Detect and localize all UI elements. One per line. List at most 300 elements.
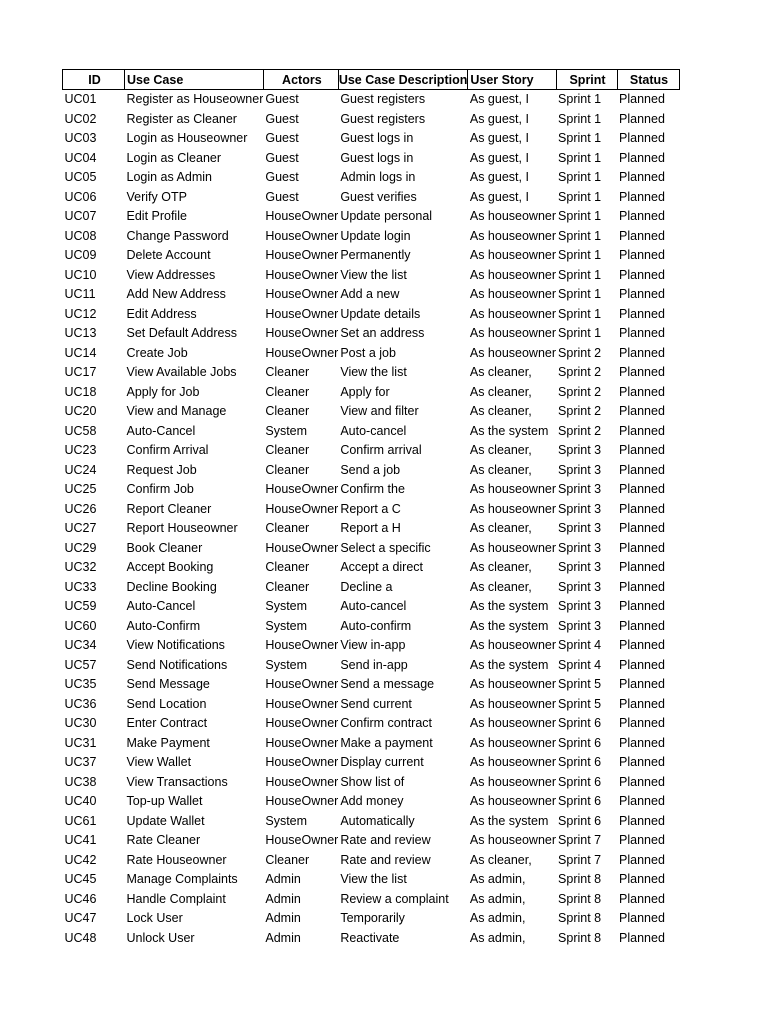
cell-id[interactable]: UC02 bbox=[64, 111, 97, 126]
cell-description[interactable]: Show list of bbox=[340, 774, 405, 789]
cell-use-case[interactable]: Auto-Cancel bbox=[126, 423, 196, 438]
cell-use-case[interactable]: Report Cleaner bbox=[126, 501, 212, 516]
cell-use-case[interactable]: Make Payment bbox=[126, 735, 210, 750]
cell-status[interactable]: Planned bbox=[619, 482, 665, 496]
cell-user-story[interactable]: As cleaner, bbox=[469, 579, 532, 594]
cell-description[interactable]: Post a job bbox=[340, 345, 396, 360]
cell-description[interactable]: Review a complaint bbox=[340, 891, 449, 906]
header-use-case-description[interactable]: Use Case Description bbox=[338, 70, 468, 90]
cell-description[interactable]: View the list bbox=[340, 872, 407, 886]
cell-sprint[interactable]: Sprint 2 bbox=[558, 384, 602, 399]
cell-sprint[interactable]: Sprint 6 bbox=[558, 735, 602, 750]
cell-use-case[interactable]: Register as Houseowner bbox=[126, 92, 264, 106]
cell-user-story[interactable]: As houseowner bbox=[469, 833, 557, 847]
cell-status[interactable]: Planned bbox=[619, 813, 665, 828]
cell-id[interactable]: UC27 bbox=[64, 521, 97, 535]
cell-actors[interactable]: HouseOwner bbox=[265, 482, 339, 496]
cell-user-story[interactable]: As the system bbox=[469, 423, 549, 438]
cell-description[interactable]: Send current bbox=[340, 696, 412, 711]
cell-status[interactable]: Planned bbox=[619, 930, 665, 945]
cell-use-case[interactable]: Add New Address bbox=[126, 287, 226, 301]
cell-actors[interactable]: Admin bbox=[265, 872, 301, 886]
cell-sprint[interactable]: Sprint 1 bbox=[558, 306, 602, 321]
cell-id[interactable]: UC08 bbox=[64, 228, 97, 243]
cell-user-story[interactable]: As houseowner bbox=[469, 287, 557, 301]
cell-sprint[interactable]: Sprint 6 bbox=[558, 794, 602, 808]
header-use-case[interactable]: Use Case bbox=[125, 70, 264, 90]
cell-status[interactable]: Planned bbox=[619, 345, 665, 360]
cell-id[interactable]: UC14 bbox=[64, 345, 97, 360]
cell-status[interactable]: Planned bbox=[619, 209, 665, 223]
cell-description[interactable]: View in-app bbox=[340, 638, 406, 652]
cell-description[interactable]: Decline a bbox=[340, 579, 393, 594]
header-id[interactable]: ID bbox=[63, 70, 125, 90]
cell-description[interactable]: Set an address bbox=[340, 326, 425, 340]
cell-use-case[interactable]: Apply for Job bbox=[126, 384, 200, 399]
cell-use-case[interactable]: Report Houseowner bbox=[126, 521, 238, 535]
cell-sprint[interactable]: Sprint 8 bbox=[558, 872, 602, 886]
cell-use-case[interactable]: Register as Cleaner bbox=[126, 111, 237, 126]
cell-actors[interactable]: Cleaner bbox=[265, 579, 310, 594]
cell-user-story[interactable]: As the system bbox=[469, 618, 549, 633]
cell-status[interactable]: Planned bbox=[619, 852, 665, 867]
cell-user-story[interactable]: As admin, bbox=[469, 891, 526, 906]
cell-sprint[interactable]: Sprint 8 bbox=[558, 911, 602, 925]
cell-description[interactable]: Apply for bbox=[340, 384, 390, 399]
cell-status[interactable]: Planned bbox=[619, 267, 665, 282]
cell-user-story[interactable]: As houseowner bbox=[469, 267, 557, 282]
cell-actors[interactable]: HouseOwner bbox=[265, 735, 339, 750]
cell-user-story[interactable]: As houseowner bbox=[469, 774, 557, 789]
cell-sprint[interactable]: Sprint 2 bbox=[558, 365, 602, 379]
cell-user-story[interactable]: As admin, bbox=[469, 930, 526, 945]
cell-id[interactable]: UC04 bbox=[64, 150, 97, 165]
cell-description[interactable]: Confirm contract bbox=[340, 716, 433, 730]
cell-user-story[interactable]: As cleaner, bbox=[469, 521, 532, 535]
cell-use-case[interactable]: Unlock User bbox=[126, 930, 195, 945]
cell-status[interactable]: Planned bbox=[619, 755, 665, 769]
cell-id[interactable]: UC10 bbox=[64, 267, 97, 282]
cell-user-story[interactable]: As houseowner bbox=[469, 501, 557, 516]
cell-description[interactable]: Permanently bbox=[340, 248, 411, 262]
cell-status[interactable]: Planned bbox=[619, 677, 665, 691]
cell-sprint[interactable]: Sprint 3 bbox=[558, 443, 602, 457]
cell-actors[interactable]: Cleaner bbox=[265, 365, 310, 379]
cell-status[interactable]: Planned bbox=[619, 131, 665, 145]
cell-user-story[interactable]: As houseowner bbox=[469, 716, 557, 730]
cell-sprint[interactable]: Sprint 6 bbox=[558, 774, 602, 789]
cell-user-story[interactable]: As guest, I bbox=[469, 189, 529, 204]
cell-use-case[interactable]: View Addresses bbox=[126, 267, 216, 282]
cell-user-story[interactable]: As cleaner, bbox=[469, 365, 532, 379]
cell-sprint[interactable]: Sprint 1 bbox=[558, 326, 602, 340]
cell-user-story[interactable]: As houseowner bbox=[469, 735, 557, 750]
cell-use-case[interactable]: Accept Booking bbox=[126, 560, 214, 574]
cell-user-story[interactable]: As houseowner bbox=[469, 482, 557, 496]
cell-user-story[interactable]: As guest, I bbox=[469, 131, 529, 145]
cell-sprint[interactable]: Sprint 2 bbox=[558, 423, 602, 438]
cell-use-case[interactable]: Confirm Job bbox=[126, 482, 194, 496]
cell-status[interactable]: Planned bbox=[619, 189, 665, 204]
cell-actors[interactable]: Guest bbox=[265, 189, 299, 204]
cell-description[interactable]: Guest logs in bbox=[340, 150, 414, 165]
cell-sprint[interactable]: Sprint 2 bbox=[558, 404, 602, 418]
cell-status[interactable]: Planned bbox=[619, 735, 665, 750]
cell-description[interactable]: Report a H bbox=[340, 521, 401, 535]
cell-sprint[interactable]: Sprint 1 bbox=[558, 170, 602, 184]
cell-id[interactable]: UC12 bbox=[64, 306, 97, 321]
cell-description[interactable]: Auto-cancel bbox=[340, 423, 407, 438]
cell-sprint[interactable]: Sprint 1 bbox=[558, 228, 602, 243]
cell-user-story[interactable]: As admin, bbox=[469, 872, 526, 886]
cell-sprint[interactable]: Sprint 2 bbox=[558, 345, 602, 360]
cell-id[interactable]: UC47 bbox=[64, 911, 97, 925]
cell-use-case[interactable]: Verify OTP bbox=[126, 189, 187, 204]
cell-use-case[interactable]: Login as Cleaner bbox=[126, 150, 222, 165]
cell-sprint[interactable]: Sprint 1 bbox=[558, 248, 602, 262]
cell-description[interactable]: Guest registers bbox=[340, 111, 426, 126]
cell-use-case[interactable]: Login as Admin bbox=[126, 170, 212, 184]
cell-sprint[interactable]: Sprint 3 bbox=[558, 599, 602, 613]
cell-actors[interactable]: Cleaner bbox=[265, 443, 310, 457]
cell-user-story[interactable]: As houseowner bbox=[469, 677, 557, 691]
cell-actors[interactable]: Admin bbox=[265, 930, 301, 945]
cell-id[interactable]: UC06 bbox=[64, 189, 97, 204]
cell-id[interactable]: UC46 bbox=[64, 891, 97, 906]
cell-id[interactable]: UC41 bbox=[64, 833, 97, 847]
cell-id[interactable]: UC61 bbox=[64, 813, 97, 828]
cell-use-case[interactable]: Decline Booking bbox=[126, 579, 217, 594]
cell-id[interactable]: UC13 bbox=[64, 326, 97, 340]
cell-user-story[interactable]: As houseowner bbox=[469, 209, 557, 223]
cell-description[interactable]: Update details bbox=[340, 306, 421, 321]
cell-id[interactable]: UC48 bbox=[64, 930, 97, 945]
cell-sprint[interactable]: Sprint 5 bbox=[558, 696, 602, 711]
cell-description[interactable]: Auto-cancel bbox=[340, 599, 407, 613]
cell-user-story[interactable]: As houseowner bbox=[469, 306, 557, 321]
cell-actors[interactable]: HouseOwner bbox=[265, 833, 339, 847]
cell-sprint[interactable]: Sprint 3 bbox=[558, 540, 602, 555]
cell-id[interactable]: UC42 bbox=[64, 852, 97, 867]
cell-id[interactable]: UC18 bbox=[64, 384, 97, 399]
cell-id[interactable]: UC36 bbox=[64, 696, 97, 711]
cell-status[interactable]: Planned bbox=[619, 443, 665, 457]
cell-sprint[interactable]: Sprint 3 bbox=[558, 501, 602, 516]
cell-actors[interactable]: Guest bbox=[265, 131, 299, 145]
cell-user-story[interactable]: As the system bbox=[469, 599, 549, 613]
cell-user-story[interactable]: As admin, bbox=[469, 911, 526, 925]
cell-user-story[interactable]: As houseowner bbox=[469, 326, 557, 340]
cell-user-story[interactable]: As the system bbox=[469, 657, 549, 672]
cell-status[interactable]: Planned bbox=[619, 287, 665, 301]
cell-user-story[interactable]: As guest, I bbox=[469, 150, 529, 165]
cell-description[interactable]: Rate and review bbox=[340, 833, 431, 847]
cell-description[interactable]: Update login bbox=[340, 228, 411, 243]
cell-status[interactable]: Planned bbox=[619, 638, 665, 652]
cell-use-case[interactable]: Delete Account bbox=[126, 248, 211, 262]
cell-description[interactable]: Make a payment bbox=[340, 735, 433, 750]
cell-status[interactable]: Planned bbox=[619, 170, 665, 184]
cell-status[interactable]: Planned bbox=[619, 774, 665, 789]
cell-use-case[interactable]: Send Notifications bbox=[126, 657, 228, 672]
cell-sprint[interactable]: Sprint 1 bbox=[558, 150, 602, 165]
cell-id[interactable]: UC05 bbox=[64, 170, 97, 184]
cell-id[interactable]: UC11 bbox=[64, 287, 96, 301]
cell-description[interactable]: Add money bbox=[340, 794, 404, 808]
cell-actors[interactable]: HouseOwner bbox=[265, 696, 339, 711]
cell-actors[interactable]: Admin bbox=[265, 911, 301, 925]
cell-use-case[interactable]: Enter Contract bbox=[126, 716, 208, 730]
cell-status[interactable]: Planned bbox=[619, 657, 665, 672]
cell-id[interactable]: UC38 bbox=[64, 774, 97, 789]
cell-actors[interactable]: HouseOwner bbox=[265, 794, 339, 808]
cell-actors[interactable]: Guest bbox=[265, 111, 299, 126]
cell-status[interactable]: Planned bbox=[619, 872, 665, 886]
cell-sprint[interactable]: Sprint 3 bbox=[558, 618, 602, 633]
cell-description[interactable]: Confirm arrival bbox=[340, 443, 422, 457]
cell-id[interactable]: UC09 bbox=[64, 248, 97, 262]
cell-actors[interactable]: HouseOwner bbox=[265, 345, 339, 360]
cell-actors[interactable]: Cleaner bbox=[265, 462, 310, 477]
cell-actors[interactable]: HouseOwner bbox=[265, 287, 339, 301]
cell-user-story[interactable]: As houseowner bbox=[469, 248, 557, 262]
cell-sprint[interactable]: Sprint 1 bbox=[558, 92, 602, 106]
cell-use-case[interactable]: Update Wallet bbox=[126, 813, 205, 828]
cell-id[interactable]: UC34 bbox=[64, 638, 97, 652]
cell-sprint[interactable]: Sprint 3 bbox=[558, 462, 602, 477]
header-status[interactable]: Status bbox=[617, 70, 679, 90]
cell-status[interactable]: Planned bbox=[619, 306, 665, 321]
cell-use-case[interactable]: Set Default Address bbox=[126, 326, 237, 340]
cell-status[interactable]: Planned bbox=[619, 911, 665, 925]
cell-id[interactable]: UC03 bbox=[64, 131, 97, 145]
cell-actors[interactable]: HouseOwner bbox=[265, 326, 339, 340]
cell-status[interactable]: Planned bbox=[619, 111, 665, 126]
cell-id[interactable]: UC60 bbox=[64, 618, 97, 633]
cell-description[interactable]: Temporarily bbox=[340, 911, 405, 925]
cell-use-case[interactable]: Auto-Confirm bbox=[126, 618, 201, 633]
cell-id[interactable]: UC35 bbox=[64, 677, 97, 691]
cell-actors[interactable]: HouseOwner bbox=[265, 716, 339, 730]
cell-description[interactable]: Add a new bbox=[340, 287, 400, 301]
cell-actors[interactable]: HouseOwner bbox=[265, 638, 339, 652]
cell-actors[interactable]: HouseOwner bbox=[265, 209, 339, 223]
cell-use-case[interactable]: Edit Profile bbox=[126, 209, 187, 223]
cell-use-case[interactable]: Edit Address bbox=[126, 306, 197, 321]
cell-description[interactable]: Guest registers bbox=[340, 92, 426, 106]
cell-sprint[interactable]: Sprint 7 bbox=[558, 833, 602, 847]
cell-actors[interactable]: HouseOwner bbox=[265, 540, 339, 555]
header-sprint[interactable]: Sprint bbox=[556, 70, 617, 90]
cell-sprint[interactable]: Sprint 3 bbox=[558, 560, 602, 574]
cell-user-story[interactable]: As cleaner, bbox=[469, 404, 532, 418]
cell-status[interactable]: Planned bbox=[619, 579, 665, 594]
cell-sprint[interactable]: Sprint 5 bbox=[558, 677, 602, 691]
cell-use-case[interactable]: Confirm Arrival bbox=[126, 443, 209, 457]
cell-description[interactable]: Admin logs in bbox=[340, 170, 416, 184]
cell-description[interactable]: View the list bbox=[340, 365, 407, 379]
cell-id[interactable]: UC58 bbox=[64, 423, 97, 438]
cell-use-case[interactable]: Rate Cleaner bbox=[126, 833, 201, 847]
cell-description[interactable]: View and filter bbox=[340, 404, 419, 418]
cell-user-story[interactable]: As guest, I bbox=[469, 92, 529, 106]
cell-sprint[interactable]: Sprint 1 bbox=[558, 287, 602, 301]
cell-description[interactable]: Guest verifies bbox=[340, 189, 417, 204]
cell-id[interactable]: UC57 bbox=[64, 657, 97, 672]
cell-sprint[interactable]: Sprint 3 bbox=[558, 579, 602, 594]
cell-sprint[interactable]: Sprint 6 bbox=[558, 813, 602, 828]
cell-actors[interactable]: System bbox=[265, 423, 308, 438]
cell-description[interactable]: Rate and review bbox=[340, 852, 431, 867]
cell-use-case[interactable]: Top-up Wallet bbox=[126, 794, 203, 808]
cell-user-story[interactable]: As cleaner, bbox=[469, 462, 532, 477]
cell-use-case[interactable]: Login as Houseowner bbox=[126, 131, 248, 145]
cell-user-story[interactable]: As cleaner, bbox=[469, 852, 532, 867]
cell-description[interactable]: Reactivate bbox=[340, 930, 400, 945]
cell-actors[interactable]: HouseOwner bbox=[265, 248, 339, 262]
cell-use-case[interactable]: Lock User bbox=[126, 911, 183, 925]
cell-user-story[interactable]: As the system bbox=[469, 813, 549, 828]
cell-use-case[interactable]: View Wallet bbox=[126, 755, 192, 769]
cell-description[interactable]: Confirm the bbox=[340, 482, 405, 496]
cell-use-case[interactable]: Send Location bbox=[126, 696, 207, 711]
cell-status[interactable]: Planned bbox=[619, 150, 665, 165]
cell-status[interactable]: Planned bbox=[619, 891, 665, 906]
cell-status[interactable]: Planned bbox=[619, 384, 665, 399]
cell-use-case[interactable]: Manage Complaints bbox=[126, 872, 238, 886]
cell-actors[interactable]: HouseOwner bbox=[265, 228, 339, 243]
cell-id[interactable]: UC26 bbox=[64, 501, 97, 516]
cell-actors[interactable]: HouseOwner bbox=[265, 501, 339, 516]
cell-id[interactable]: UC45 bbox=[64, 872, 97, 886]
cell-use-case[interactable]: Request Job bbox=[126, 462, 197, 477]
cell-status[interactable]: Planned bbox=[619, 501, 665, 516]
cell-use-case[interactable]: Book Cleaner bbox=[126, 540, 203, 555]
cell-sprint[interactable]: Sprint 1 bbox=[558, 111, 602, 126]
cell-status[interactable]: Planned bbox=[619, 716, 665, 730]
cell-status[interactable]: Planned bbox=[619, 404, 665, 418]
cell-description[interactable]: View the list bbox=[340, 267, 407, 282]
cell-actors[interactable]: HouseOwner bbox=[265, 774, 339, 789]
cell-status[interactable]: Planned bbox=[619, 248, 665, 262]
cell-use-case[interactable]: Change Password bbox=[126, 228, 229, 243]
cell-user-story[interactable]: As houseowner bbox=[469, 794, 557, 808]
cell-use-case[interactable]: View Notifications bbox=[126, 638, 225, 652]
cell-id[interactable]: UC23 bbox=[64, 443, 97, 457]
header-actors[interactable]: Actors bbox=[263, 70, 338, 90]
cell-status[interactable]: Planned bbox=[619, 423, 665, 438]
cell-description[interactable]: Auto-confirm bbox=[340, 618, 412, 633]
cell-id[interactable]: UC01 bbox=[64, 92, 97, 106]
cell-actors[interactable]: System bbox=[265, 618, 308, 633]
cell-actors[interactable]: System bbox=[265, 599, 308, 613]
cell-actors[interactable]: Guest bbox=[265, 170, 299, 184]
cell-description[interactable]: Guest logs in bbox=[340, 131, 414, 145]
cell-description[interactable]: Select a specific bbox=[340, 540, 431, 555]
cell-sprint[interactable]: Sprint 8 bbox=[558, 930, 602, 945]
cell-sprint[interactable]: Sprint 6 bbox=[558, 716, 602, 730]
cell-actors[interactable]: Admin bbox=[265, 891, 301, 906]
cell-status[interactable]: Planned bbox=[619, 618, 665, 633]
cell-user-story[interactable]: As cleaner, bbox=[469, 443, 532, 457]
cell-sprint[interactable]: Sprint 4 bbox=[558, 638, 602, 652]
cell-description[interactable]: Accept a direct bbox=[340, 560, 424, 574]
cell-user-story[interactable]: As houseowner bbox=[469, 540, 557, 555]
cell-status[interactable]: Planned bbox=[619, 696, 665, 711]
cell-actors[interactable]: HouseOwner bbox=[265, 755, 339, 769]
cell-description[interactable]: Report a C bbox=[340, 501, 401, 516]
cell-status[interactable]: Planned bbox=[619, 365, 665, 379]
cell-user-story[interactable]: As houseowner bbox=[469, 755, 557, 769]
cell-sprint[interactable]: Sprint 4 bbox=[558, 657, 602, 672]
cell-id[interactable]: UC40 bbox=[64, 794, 97, 808]
cell-sprint[interactable]: Sprint 1 bbox=[558, 267, 602, 282]
cell-user-story[interactable]: As cleaner, bbox=[469, 384, 532, 399]
cell-actors[interactable]: System bbox=[265, 813, 308, 828]
cell-id[interactable]: UC59 bbox=[64, 599, 97, 613]
cell-description[interactable]: Display current bbox=[340, 755, 424, 769]
cell-use-case[interactable]: Send Message bbox=[126, 677, 210, 691]
cell-use-case[interactable]: View Available Jobs bbox=[126, 365, 237, 379]
cell-actors[interactable]: HouseOwner bbox=[265, 267, 339, 282]
cell-description[interactable]: Send a message bbox=[340, 677, 435, 691]
cell-use-case[interactable]: View and Manage bbox=[126, 404, 227, 418]
cell-sprint[interactable]: Sprint 8 bbox=[558, 891, 602, 906]
cell-id[interactable]: UC32 bbox=[64, 560, 97, 574]
cell-id[interactable]: UC37 bbox=[64, 755, 97, 769]
cell-status[interactable]: Planned bbox=[619, 462, 665, 477]
cell-sprint[interactable]: Sprint 3 bbox=[558, 521, 602, 535]
cell-status[interactable]: Planned bbox=[619, 794, 665, 808]
cell-sprint[interactable]: Sprint 1 bbox=[558, 131, 602, 145]
cell-user-story[interactable]: As houseowner bbox=[469, 228, 557, 243]
cell-sprint[interactable]: Sprint 1 bbox=[558, 209, 602, 223]
cell-use-case[interactable]: Auto-Cancel bbox=[126, 599, 196, 613]
cell-sprint[interactable]: Sprint 1 bbox=[558, 189, 602, 204]
cell-status[interactable]: Planned bbox=[619, 326, 665, 340]
cell-actors[interactable]: HouseOwner bbox=[265, 677, 339, 691]
cell-status[interactable]: Planned bbox=[619, 228, 665, 243]
cell-actors[interactable]: Guest bbox=[265, 92, 299, 106]
cell-id[interactable]: UC07 bbox=[64, 209, 97, 223]
cell-sprint[interactable]: Sprint 3 bbox=[558, 482, 602, 496]
cell-user-story[interactable]: As cleaner, bbox=[469, 560, 532, 574]
cell-status[interactable]: Planned bbox=[619, 560, 665, 574]
cell-id[interactable]: UC17 bbox=[64, 365, 97, 379]
cell-status[interactable]: Planned bbox=[619, 521, 665, 535]
cell-use-case[interactable]: Handle Complaint bbox=[126, 891, 226, 906]
cell-id[interactable]: UC30 bbox=[64, 716, 97, 730]
cell-id[interactable]: UC24 bbox=[64, 462, 97, 477]
cell-id[interactable]: UC31 bbox=[64, 735, 97, 750]
cell-actors[interactable]: Cleaner bbox=[265, 560, 310, 574]
cell-description[interactable]: Send in-app bbox=[340, 657, 408, 672]
cell-status[interactable]: Planned bbox=[619, 833, 665, 847]
cell-description[interactable]: Automatically bbox=[340, 813, 415, 828]
cell-use-case[interactable]: Create Job bbox=[126, 345, 188, 360]
cell-actors[interactable]: Guest bbox=[265, 150, 299, 165]
cell-use-case[interactable]: View Transactions bbox=[126, 774, 228, 789]
cell-user-story[interactable]: As guest, I bbox=[469, 111, 529, 126]
cell-user-story[interactable]: As houseowner bbox=[469, 345, 557, 360]
cell-actors[interactable]: Cleaner bbox=[265, 404, 310, 418]
cell-id[interactable]: UC33 bbox=[64, 579, 97, 594]
cell-user-story[interactable]: As houseowner bbox=[469, 638, 557, 652]
cell-description[interactable]: Update personal bbox=[340, 209, 433, 223]
cell-id[interactable]: UC29 bbox=[64, 540, 97, 555]
cell-status[interactable]: Planned bbox=[619, 92, 665, 106]
cell-status[interactable]: Planned bbox=[619, 599, 665, 613]
